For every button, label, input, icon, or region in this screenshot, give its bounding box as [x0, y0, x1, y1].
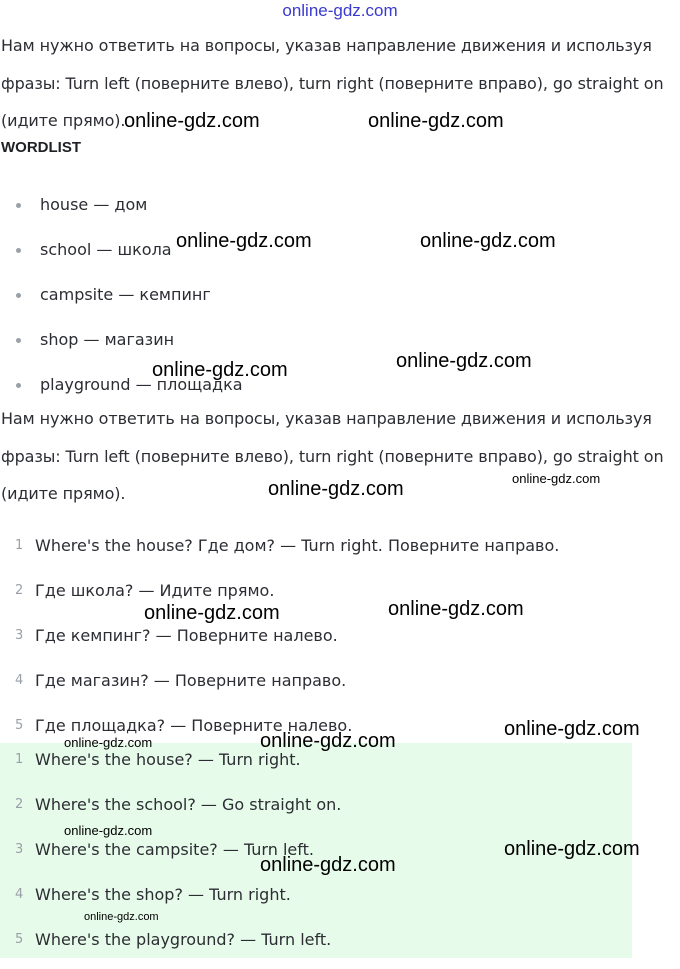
watermark: online-gdz.com — [504, 718, 640, 740]
wordlist-item-text: school — школа — [40, 240, 172, 259]
watermark-top: online-gdz.com — [282, 1, 398, 20]
answer-item — [0, 789, 341, 834]
watermark: online-gdz.com — [260, 730, 396, 752]
wordlist-item — [0, 186, 243, 231]
watermark: online-gdz.com — [388, 598, 524, 620]
item-text: Where's the playground? — Turn left. — [35, 930, 332, 949]
wordlist-heading: WORDLIST — [1, 139, 81, 156]
item-text: Where's the shop? — Turn right. — [35, 885, 291, 904]
item-text: Where's the house? Где дом? — Turn right. Поверните направо. — [35, 536, 560, 555]
item-number: 1 — [15, 752, 24, 767]
item-number: 3 — [15, 628, 24, 643]
intro-paragraph: Нам нужно ответить на вопросы, указав направление движения и используя фразы: Turn left (поверните влево), turn right (поверните вправо), go straight on (идите прямо). — [1, 36, 664, 130]
item-text: Где школа? — Идите прямо. — [35, 581, 275, 600]
wordlist-item-text: house — дом — [40, 195, 148, 214]
item-number: 2 — [15, 583, 24, 598]
watermark: online-gdz.com — [504, 838, 640, 860]
translation-list — [0, 530, 559, 755]
bullet-icon — [16, 383, 21, 388]
watermark: online-gdz.com — [124, 110, 260, 132]
bullet-icon — [16, 203, 21, 208]
item-text: Where's the campsite? — Turn left. — [35, 840, 314, 859]
wordlist-item-text: shop — магазин — [40, 330, 175, 349]
watermark: online-gdz.com — [64, 735, 153, 750]
item-text: Где магазин? — Поверните направо. — [35, 671, 347, 690]
item-number: 4 — [15, 673, 24, 688]
item-text: Где кемпинг? — Поверните налево. — [35, 626, 338, 645]
watermark: online-gdz.com — [368, 110, 504, 132]
wordlist-item-text: campsite — кемпинг — [40, 285, 211, 304]
item-number: 2 — [15, 797, 24, 812]
item-number: 3 — [15, 842, 24, 857]
item-number: 1 — [15, 538, 24, 553]
bullet-icon — [16, 293, 21, 298]
watermark: online-gdz.com — [144, 602, 280, 624]
watermark: online-gdz.com — [420, 230, 556, 252]
bullet-icon — [16, 338, 21, 343]
item-number: 5 — [15, 718, 24, 733]
answer-item — [0, 879, 341, 924]
item-text: Where's the school? — Go straight on. — [35, 795, 342, 814]
item-text: Где площадка? — Поверните налево. — [35, 716, 353, 735]
watermark: online-gdz.com — [268, 478, 404, 500]
watermark: online-gdz.com — [176, 230, 312, 252]
bullet-icon — [16, 248, 21, 253]
watermark: online-gdz.com — [84, 911, 159, 923]
watermark: online-gdz.com — [64, 823, 153, 838]
watermark: online-gdz.com — [260, 854, 396, 876]
repeat-paragraph: Нам нужно ответить на вопросы, указав направление движения и используя фразы: Turn left (поверните влево), turn right (поверните вправо), go straight on (идите прямо). — [1, 409, 664, 503]
wordlist-item-text: playground — площадка — [40, 375, 243, 394]
item-number: 4 — [15, 887, 24, 902]
watermark: online-gdz.com — [396, 350, 532, 372]
item-number: 5 — [15, 932, 24, 947]
item-text: Where's the house? — Turn right. — [35, 750, 301, 769]
watermark: online-gdz.com — [512, 471, 601, 486]
list-item — [0, 530, 559, 575]
list-item — [0, 620, 559, 665]
wordlist-item — [0, 276, 243, 321]
watermark: online-gdz.com — [152, 359, 288, 381]
list-item — [0, 665, 559, 710]
answer-item — [0, 924, 341, 969]
